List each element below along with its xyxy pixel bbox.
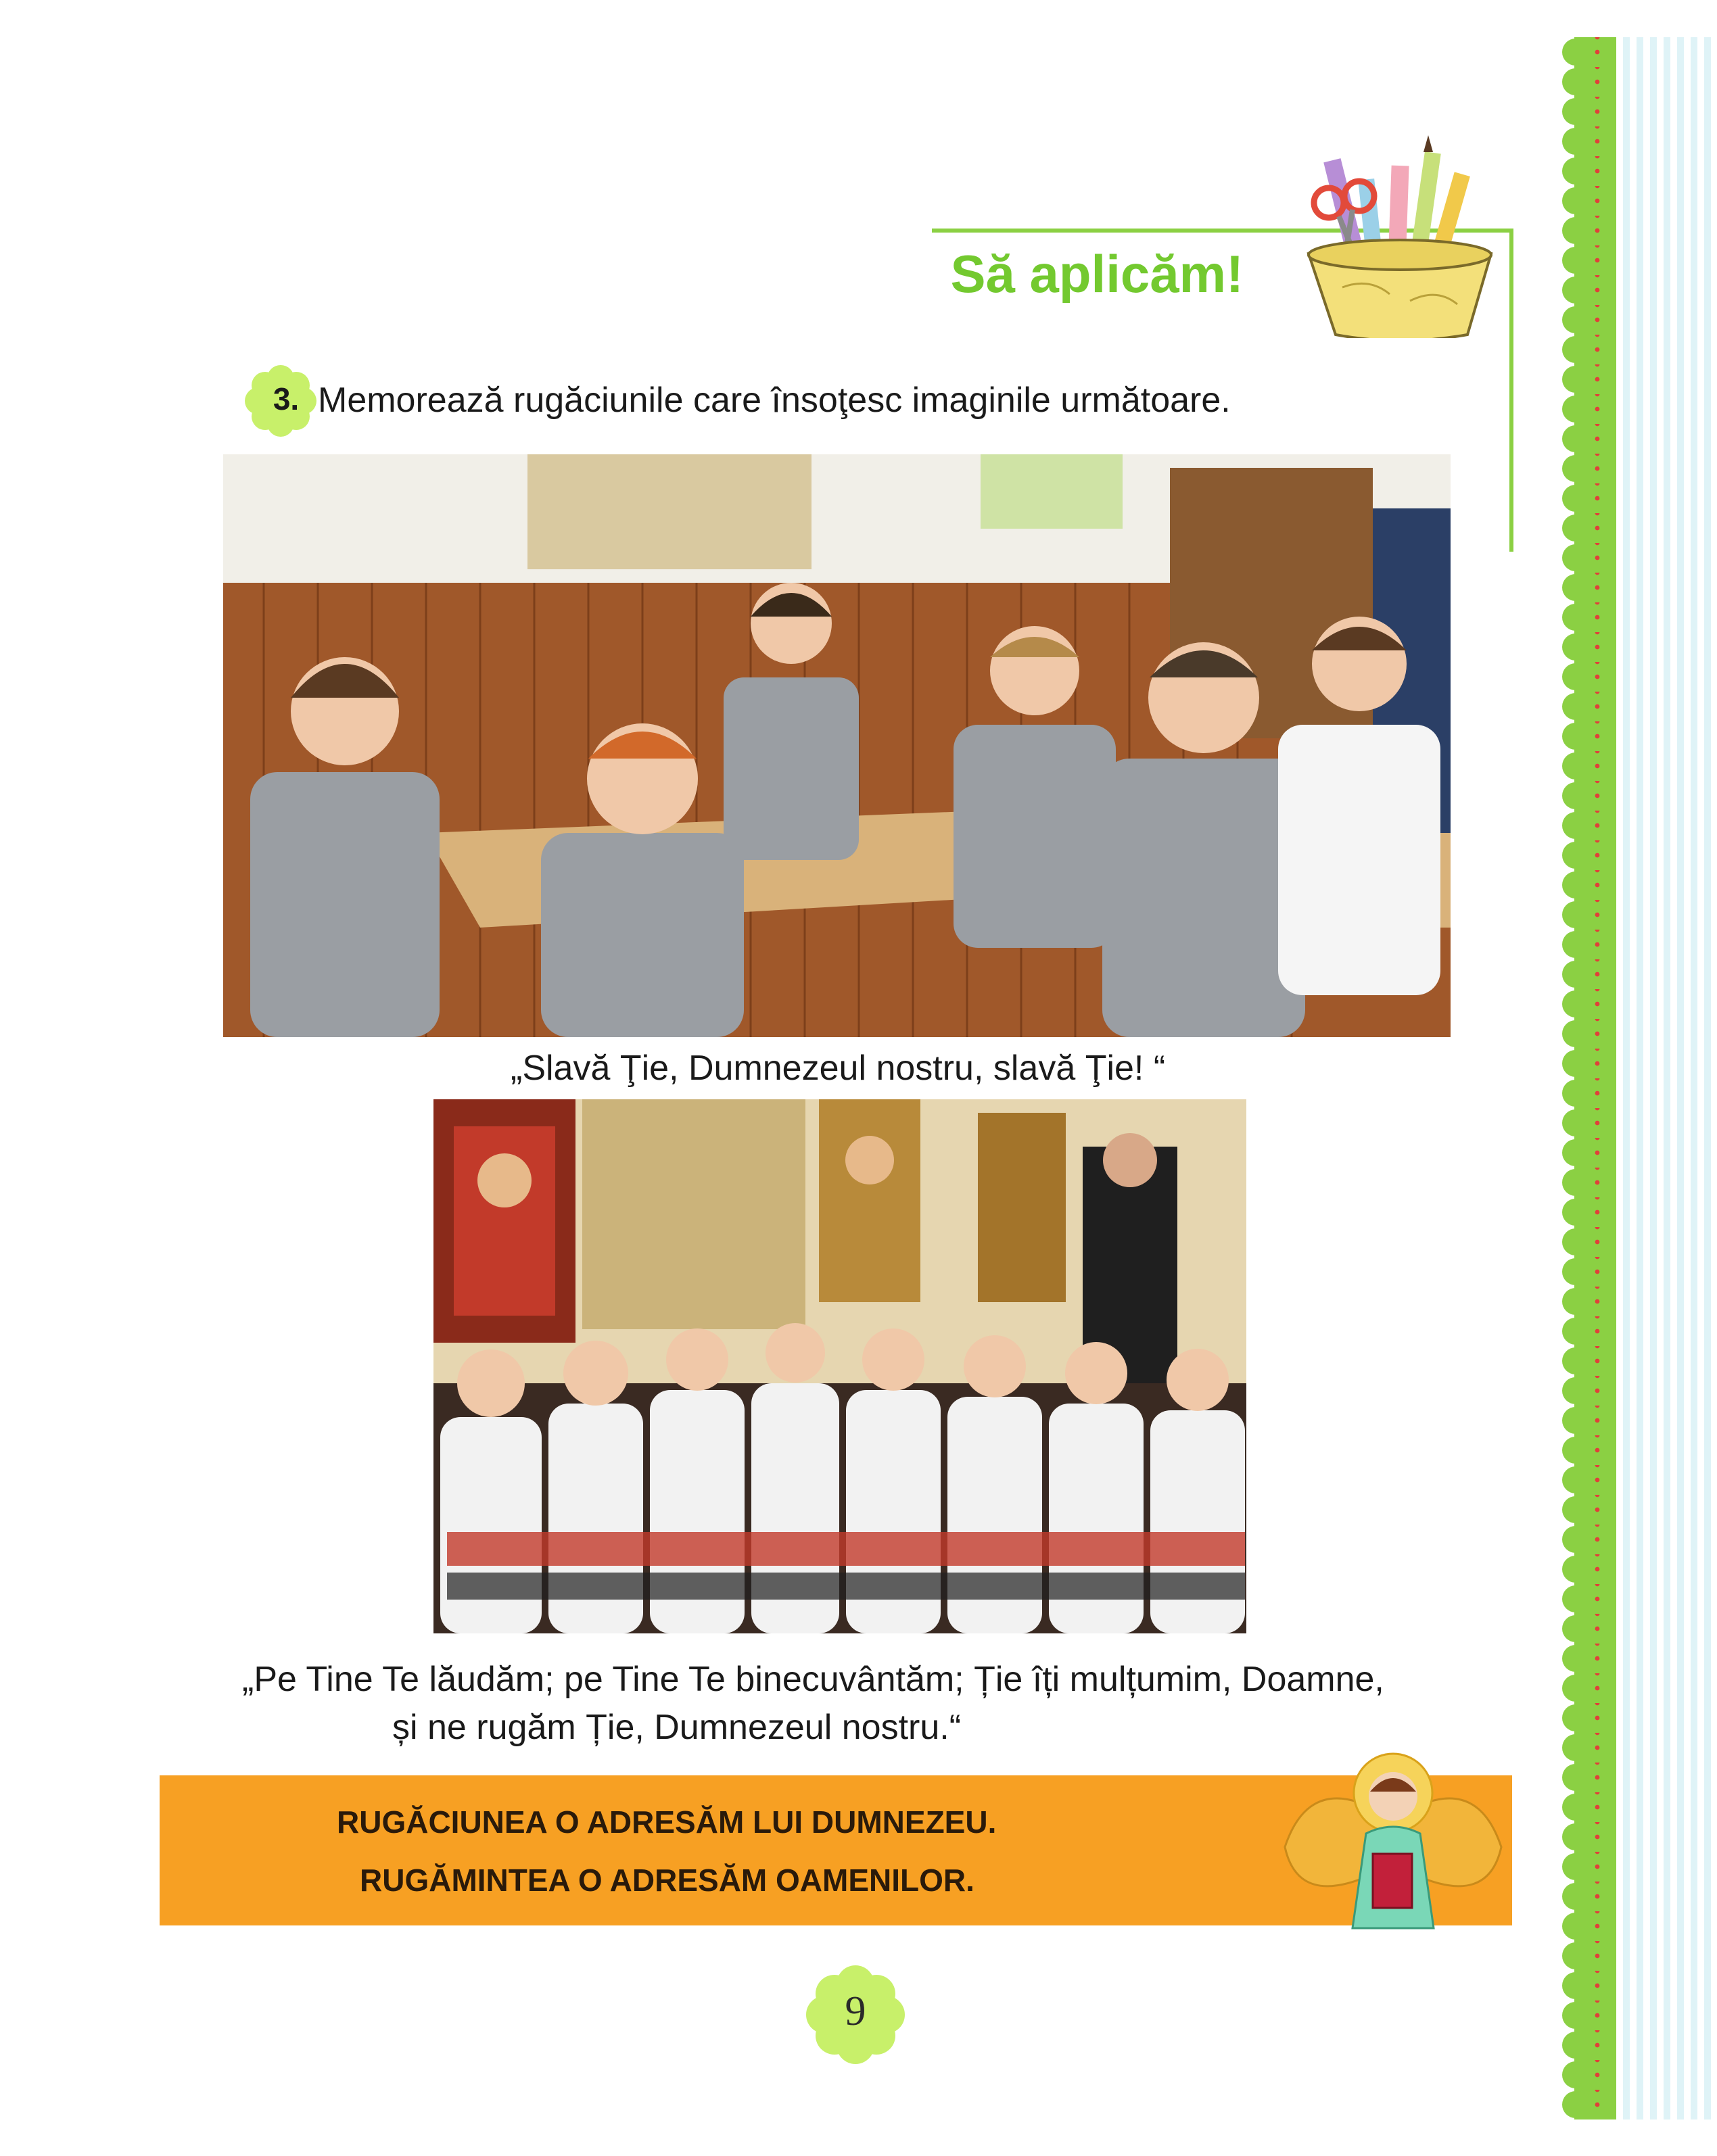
scalloped-green-band: [1562, 37, 1616, 2119]
pencil-cup-icon: [1288, 132, 1511, 338]
banner-line-2: RUGĂMINTEA O ADRESĂM OAMENILOR.: [360, 1863, 974, 1898]
exercise-number: 3.: [273, 381, 300, 416]
right-decorative-border: [1562, 37, 1717, 2119]
banner-line-1: RUGĂCIUNEA O ADRESĂM LUI DUMNEZEU.: [337, 1804, 997, 1840]
angel-icon: [1271, 1739, 1515, 1935]
classroom-photo: [223, 454, 1451, 1037]
exercise-3: [243, 364, 1393, 438]
page-number: 9: [845, 1988, 866, 2034]
caption-first-prayer: „Slavă Ţie, Dumnezeul nostru, slavă Ţie! “: [511, 1049, 1166, 1088]
exercise-instruction: Memorează rugăciunile care însoţesc imaginile următoare.: [318, 381, 1231, 420]
blue-stripes: [1616, 37, 1717, 2119]
caption-second-prayer-line1: „Pe Tine Te lăudăm; pe Tine Te binecuvântăm; Ție îți mulțumim, Doamne,: [242, 1660, 1384, 1699]
caption-second-prayer-line2: și ne rugăm Ție, Dumnezeul nostru.“: [392, 1708, 962, 1747]
section-title: Să aplicăm!: [950, 244, 1244, 304]
church-photo: [433, 1099, 1246, 1633]
